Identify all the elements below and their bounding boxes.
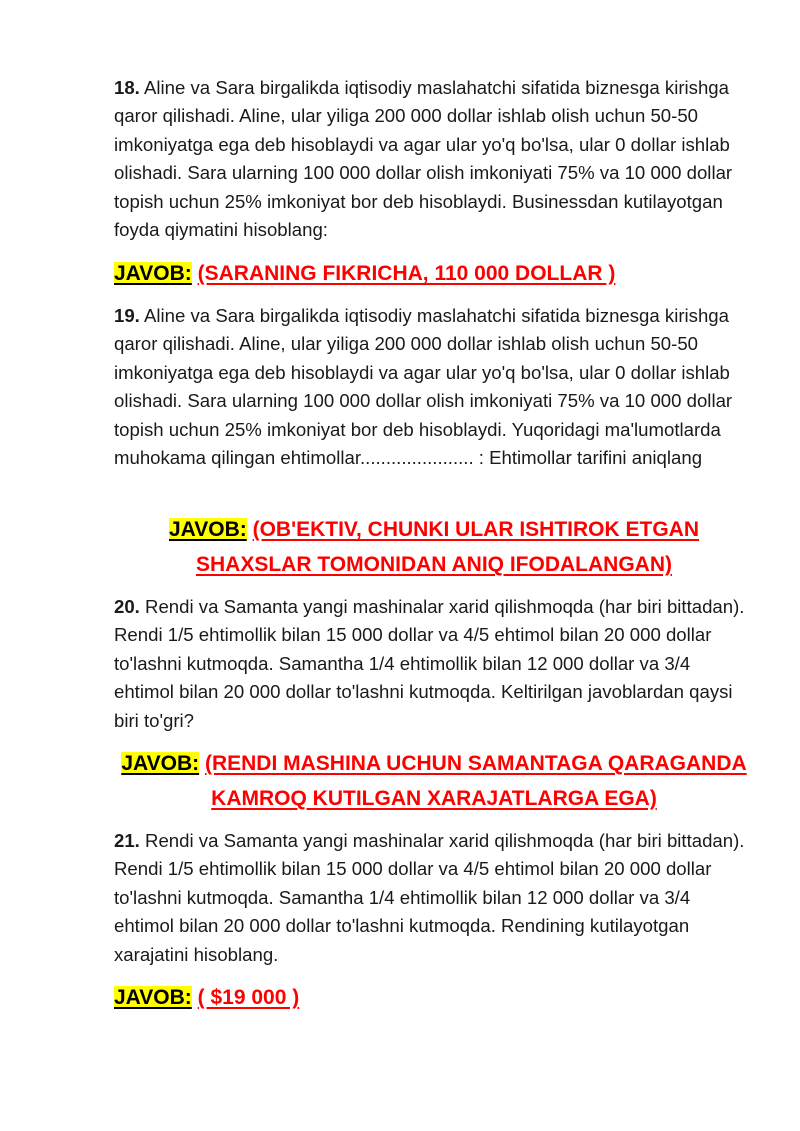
answer-19 <box>114 512 754 582</box>
question-text: Rendi va Samanta yangi mashinalar xarid qilishmoqda (har biri bittadan). Rendi 1/5 ehtimollik bilan 15 000 dollar va 4/5 ehtimol bilan 20 000 dollar to'lashni kutmoqda. Samantha 1/4 ehtimollik bilan 12 000 dollar va 3/4 ehtimol bilan 20 000 dollar to'lashni kutmoqda. Rendining kutilayotgan xarajatini hisoblang. <box>114 830 745 965</box>
answer-text: ( $19 000 ) <box>197 986 300 1009</box>
question-18 <box>114 74 754 244</box>
question-19 <box>114 302 754 472</box>
question-number: 20. <box>114 596 140 617</box>
answer-text: (RENDI MASHINA UCHUN SAMANTAGA QARAGANDA KAMROQ KUTILGAN XARAJATLARGA EGA) <box>204 752 747 810</box>
question-text: Rendi va Samanta yangi mashinalar xarid qilishmoqda (har biri bittadan). Rendi 1/5 ehtimollik bilan 15 000 dollar va 4/5 ehtimol bilan 20 000 dollar to'lashni kutmoqda. Samantha 1/4 ehtimollik bilan 12 000 dollar va 3/4 ehtimol bilan 20 000 dollar to'lashni kutmoqda. Keltirilgan javoblardan qaysi biri to'gri? <box>114 596 745 731</box>
question-number: 19. <box>114 305 140 326</box>
answer-18 <box>114 256 754 291</box>
question-number: 21. <box>114 830 140 851</box>
answer-label: JAVOB: <box>121 752 200 775</box>
answer-21 <box>114 980 754 1015</box>
question-text: Aline va Sara birgalikda iqtisodiy maslahatchi sifatida biznesga kirishga qaror qilishadi. Aline, ular yiliga 200 000 dollar ishlab olish uchun 50-50 imkoniyatga ega deb hisoblaydi va agar ular yo'q bo'lsa, ular 0 dollar ishlab olishadi. Sara ularning 100 000 dollar olish imkoniyati 75% va 10 000 dollar topish uchun 25% imkoniyat bor deb hisoblaydi. Yuqoridagi ma'lumotlarda muhokama qilingan ehtimollar...................... : Ehtimollar tarifini aniqlang <box>114 305 733 469</box>
answer-20 <box>114 746 754 816</box>
answer-label: JAVOB: <box>168 518 247 541</box>
answer-label: JAVOB: <box>114 262 192 285</box>
answer-text: (SARANING FIKRICHA, 110 000 DOLLAR ) <box>197 262 616 285</box>
answer-text: (OB'EKTIV, CHUNKI ULAR ISHTIROK ETGAN SHAXSLAR TOMONIDAN ANIQ IFODALANGAN) <box>196 518 700 576</box>
question-number: 18. <box>114 77 140 98</box>
question-21 <box>114 827 754 969</box>
question-text: Aline va Sara birgalikda iqtisodiy maslahatchi sifatida biznesga kirishga qaror qilishadi. Aline, ular yiliga 200 000 dollar ishlab olish uchun 50-50 imkoniyatga ega deb hisoblaydi va agar ular yo'q bo'lsa, ular 0 dollar ishlab olishadi. Sara ularning 100 000 dollar olish imkoniyati 75% va 10 000 dollar topish uchun 25% imkoniyat bor deb hisoblaydi. Businessdan kutilayotgan foyda qiymatini hisoblang: <box>114 77 733 241</box>
answer-label: JAVOB: <box>114 986 192 1009</box>
question-20 <box>114 593 754 735</box>
